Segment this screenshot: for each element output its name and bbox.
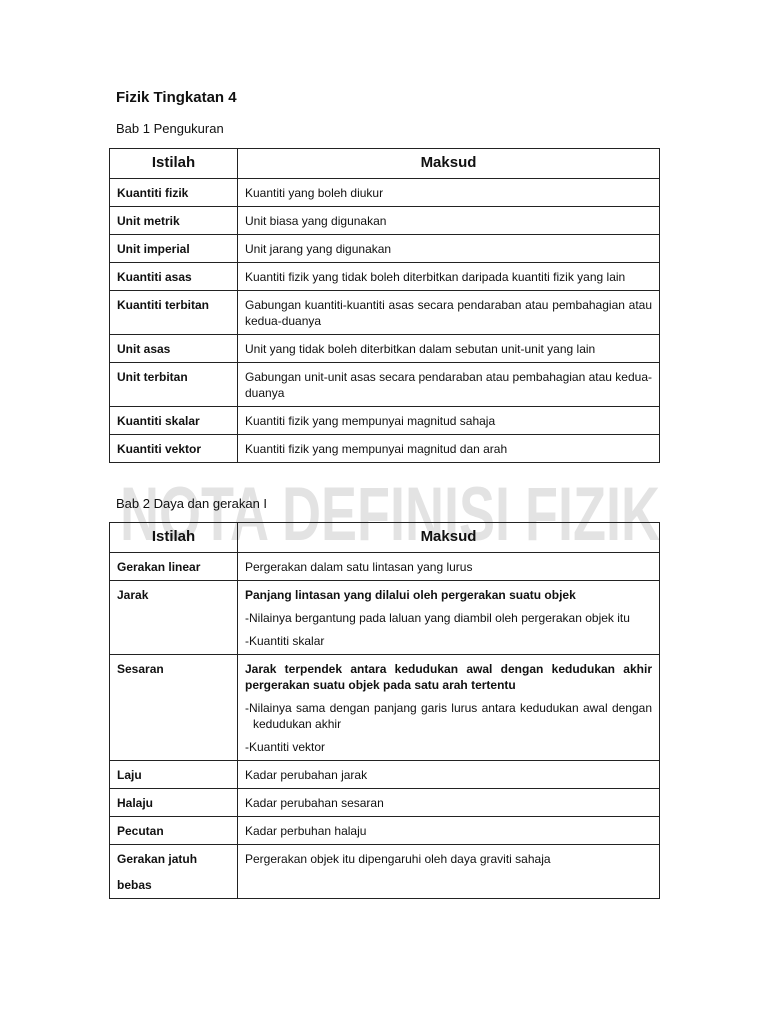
chapter-2-definitions-table bbox=[109, 522, 660, 899]
column-header-term: Istilah bbox=[110, 149, 238, 179]
chapter-2-heading: Bab 2 Daya dan gerakan I bbox=[116, 496, 268, 511]
term-cell: Unit imperial bbox=[110, 235, 238, 263]
meaning-cell: Kadar perubahan sesaran bbox=[238, 789, 660, 817]
term-cell: Unit terbitan bbox=[110, 363, 238, 407]
term-cell: Sesaran bbox=[110, 655, 238, 761]
term-cell: Kuantiti vektor bbox=[110, 435, 238, 463]
term-cell: Unit asas bbox=[110, 335, 238, 363]
column-header-meaning: Maksud bbox=[238, 523, 660, 553]
table-row bbox=[110, 335, 660, 363]
term-cell: Jarak bbox=[110, 581, 238, 655]
term-cell: Unit metrik bbox=[110, 207, 238, 235]
meaning-cell: Kuantiti fizik yang mempunyai magnitud sahaja bbox=[238, 407, 660, 435]
table-row bbox=[110, 263, 660, 291]
term-cell: Kuantiti asas bbox=[110, 263, 238, 291]
term-cell: Halaju bbox=[110, 789, 238, 817]
definition-lead: Jarak terpendek antara kedudukan awal dengan kedudukan akhir pergerakan suatu objek pada satu arah tertentu bbox=[245, 662, 652, 692]
table-row bbox=[110, 179, 660, 207]
chapter-1-heading: Bab 1 Pengukuran bbox=[116, 121, 224, 136]
table-row bbox=[110, 435, 660, 463]
table-row bbox=[110, 655, 660, 761]
table-row bbox=[110, 407, 660, 435]
term-cell: Laju bbox=[110, 761, 238, 789]
meaning-cell: Unit jarang yang digunakan bbox=[238, 235, 660, 263]
table-row bbox=[110, 235, 660, 263]
chapter-1-definitions-table bbox=[109, 148, 660, 463]
meaning-cell: Kadar perubahan jarak bbox=[238, 761, 660, 789]
table-header-row bbox=[110, 149, 660, 179]
meaning-cell: Pergerakan dalam satu lintasan yang lurus bbox=[238, 553, 660, 581]
table-row bbox=[110, 553, 660, 581]
definition-note: -Nilainya sama dengan panjang garis lurus antara kedudukan awal dengan kedudukan akhir bbox=[245, 701, 652, 731]
table-row bbox=[110, 845, 660, 899]
term-line: Gerakan jatuh bbox=[117, 852, 198, 866]
table-row bbox=[110, 761, 660, 789]
meaning-cell: Pergerakan objek itu dipengaruhi oleh daya graviti sahaja bbox=[238, 845, 660, 899]
table-header-row bbox=[110, 523, 660, 553]
definition-lead: Panjang lintasan yang dilalui oleh pergerakan suatu objek bbox=[245, 588, 576, 602]
meaning-cell bbox=[238, 655, 660, 761]
term-cell: Pecutan bbox=[110, 817, 238, 845]
column-header-meaning: Maksud bbox=[238, 149, 660, 179]
term-cell: Kuantiti terbitan bbox=[110, 291, 238, 335]
meaning-cell: Kuantiti yang boleh diukur bbox=[238, 179, 660, 207]
term-cell: Kuantiti skalar bbox=[110, 407, 238, 435]
meaning-cell: Unit yang tidak boleh diterbitkan dalam sebutan unit-unit yang lain bbox=[238, 335, 660, 363]
term-cell: Gerakan linear bbox=[110, 553, 238, 581]
watermark-text: NOTA DEFINISI FIZIK bbox=[120, 472, 661, 552]
table-row bbox=[110, 581, 660, 655]
definition-note: -Nilainya bergantung pada laluan yang diambil oleh pergerakan objek itu bbox=[245, 611, 630, 625]
meaning-cell: Kuantiti fizik yang tidak boleh diterbitkan daripada kuantiti fizik yang lain bbox=[238, 263, 660, 291]
meaning-cell bbox=[238, 581, 660, 655]
table-row bbox=[110, 789, 660, 817]
meaning-cell: Kadar perbuhan halaju bbox=[238, 817, 660, 845]
meaning-cell: Kuantiti fizik yang mempunyai magnitud dan arah bbox=[238, 435, 660, 463]
table-row bbox=[110, 363, 660, 407]
meaning-cell: Unit biasa yang digunakan bbox=[238, 207, 660, 235]
definition-note: -Kuantiti vektor bbox=[245, 740, 326, 754]
definition-note: -Kuantiti skalar bbox=[245, 634, 325, 648]
table-row bbox=[110, 291, 660, 335]
term-cell bbox=[110, 845, 238, 899]
table-row bbox=[110, 817, 660, 845]
meaning-cell: Gabungan unit-unit asas secara pendaraban atau pembahagian atau kedua-duanya bbox=[238, 363, 660, 407]
term-line: bebas bbox=[117, 878, 152, 892]
document-title: Fizik Tingkatan 4 bbox=[116, 89, 237, 106]
column-header-term: Istilah bbox=[110, 523, 238, 553]
table-row bbox=[110, 207, 660, 235]
term-cell: Kuantiti fizik bbox=[110, 179, 238, 207]
meaning-cell: Gabungan kuantiti-kuantiti asas secara pendaraban atau pembahagian atau kedua-duanya bbox=[238, 291, 660, 335]
